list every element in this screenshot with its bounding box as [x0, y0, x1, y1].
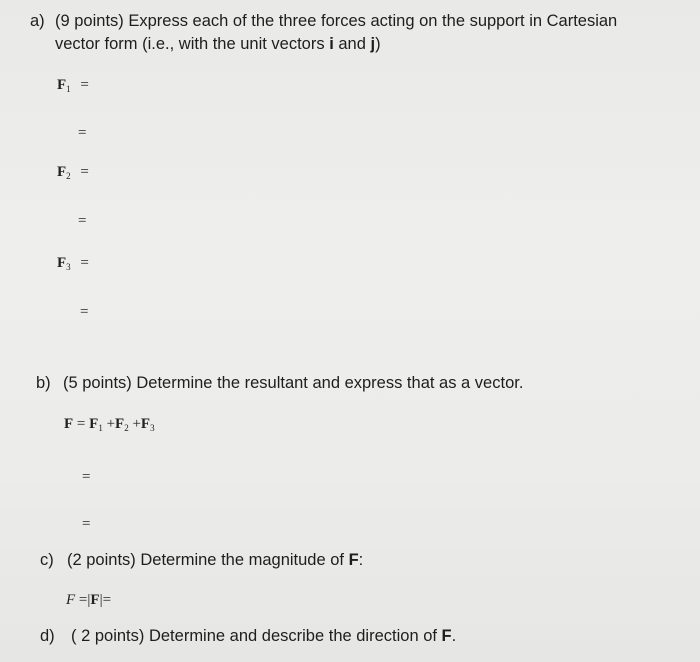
magnitude-bold-f: F — [90, 592, 100, 608]
part-d-question — [40, 626, 680, 648]
part-a-line1 — [55, 11, 617, 31]
part-a-text-line2-pre: vector form (i.e., with the unit vectors — [55, 35, 330, 53]
f1-subscript: 1 — [66, 84, 71, 94]
term-f2-subscript: 2 — [124, 423, 129, 433]
part-c-label: c) — [40, 551, 54, 569]
part-b-label: b) — [36, 374, 51, 392]
unit-vector-j: j — [370, 35, 376, 53]
f1-symbol: F — [57, 77, 67, 93]
term-f1-symbol: F — [89, 416, 99, 432]
magnitude-lhs: F — [66, 592, 76, 608]
f2-continuation-equals: = — [78, 213, 87, 229]
part-b-text: Determine the resultant and express that as a vector. — [136, 374, 524, 392]
plus-sign-1: + — [106, 416, 116, 432]
term-f1-subscript: 1 — [98, 423, 103, 433]
part-d-points: ( 2 points) — [71, 627, 145, 645]
part-a-text-line2-mid: and — [333, 35, 371, 53]
f2-equals: = — [80, 164, 89, 180]
term-f2-symbol: F — [115, 416, 125, 432]
resultant-equals: = — [76, 416, 86, 432]
part-c-colon: : — [358, 551, 364, 569]
unit-vector-i: i — [329, 35, 334, 53]
term-f3-symbol: F — [140, 416, 151, 432]
part-a-points: (9 points) — [55, 12, 124, 30]
part-d-text: Determine and describe the direction of — [148, 627, 442, 645]
f2-equation — [57, 164, 89, 181]
part-c-question — [40, 550, 680, 572]
term-f3-subscript: 3 — [150, 423, 155, 433]
resultant-continuation-equals-2: = — [82, 516, 91, 532]
part-d-period: . — [451, 627, 457, 645]
magnitude-equals-bar: =| — [78, 592, 91, 608]
resultant-formula — [64, 416, 155, 433]
f1-continuation-equals: = — [78, 125, 87, 141]
part-a-text-line1: Express each of the three forces acting on the support in Cartesian — [128, 12, 618, 30]
part-a-label: a) — [30, 12, 45, 30]
f1-equation — [57, 77, 89, 94]
magnitude-bar-equals: |= — [99, 592, 112, 608]
part-a-question — [30, 11, 690, 55]
part-b-question — [36, 373, 686, 395]
part-d-label: d) — [40, 627, 55, 645]
resultant-continuation-equals-1: = — [82, 469, 91, 485]
magnitude-formula — [66, 592, 111, 609]
f1-equals: = — [80, 77, 89, 93]
part-c-text: Determine the magnitude of — [140, 551, 349, 569]
f3-equals: = — [80, 255, 89, 271]
part-d-bold-f: F — [441, 627, 452, 645]
f3-continuation-equals: = — [80, 304, 89, 320]
f3-subscript: 3 — [66, 262, 71, 272]
f2-symbol: F — [57, 164, 67, 180]
part-b-points: (5 points) — [63, 374, 132, 392]
plus-sign-2: + — [132, 416, 141, 432]
part-a-text-line2-post: ) — [375, 35, 381, 53]
part-a-line2 — [55, 34, 381, 54]
resultant-lhs: F — [64, 416, 74, 432]
part-c-bold-f: F — [348, 551, 359, 569]
f2-subscript: 2 — [66, 171, 71, 181]
f3-symbol: F — [57, 255, 67, 271]
f3-equation — [57, 255, 89, 272]
part-c-points: (2 points) — [67, 551, 136, 569]
